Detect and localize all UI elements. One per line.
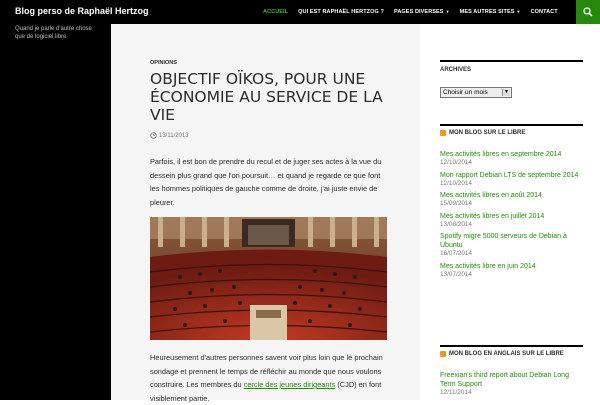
- nav-label: QUI EST RAPHAËL HERTZOG ?: [298, 9, 384, 15]
- nav-label: MES AUTRES SITES: [459, 9, 515, 15]
- rss-icon[interactable]: [440, 351, 446, 357]
- list-item: [440, 171, 585, 188]
- nav-item-qui-est[interactable]: [293, 9, 389, 15]
- feed-item-link[interactable]: Mes activités libres en septembre 2014: [440, 151, 562, 158]
- post-meta: [150, 132, 189, 139]
- search-toggle-button[interactable]: [576, 0, 600, 24]
- feed-item-link[interactable]: Mon rapport Debian LTS de septembre 2014: [440, 171, 579, 179]
- post-intro: Parfois, il est bon de prendre du recul et de juger ses actes à la vue du dessein plus grand que l'on poursuit… et quand je regarde ce que font les hommes politiques de gauche comme de droite, j'ai juste envie de pleurer.: [150, 157, 382, 207]
- search-icon: [583, 7, 593, 17]
- nav-item-pages-diverses[interactable]: [389, 9, 455, 15]
- feed-item-link[interactable]: Mes activités libres en août 2014: [440, 192, 542, 199]
- post-paragraph-2: [150, 351, 390, 405]
- archives-dropdown[interactable]: [440, 87, 512, 98]
- feed-item-date: 15/09/2014: [440, 200, 472, 207]
- clock-icon: [150, 132, 157, 139]
- feed-item-date: 12/10/2014: [440, 179, 472, 187]
- feed-item-date: 13/07/2014: [440, 270, 472, 278]
- list-item: [440, 371, 585, 397]
- widget-title-text: MON BLOG EN ANGLAIS SUR LE LIBRE: [449, 351, 564, 357]
- caret-down-icon: ▼: [445, 9, 450, 14]
- nav-item-autres-sites[interactable]: [455, 9, 526, 15]
- post-category-link[interactable]: OPINIONS: [150, 60, 177, 66]
- nav-label: PAGES DIVERSES: [393, 9, 444, 15]
- site-tagline: Quand je parle d'autre chose que de logiciel libre: [15, 26, 92, 40]
- widget-title-text: MON BLOG SUR LE LIBRE: [449, 130, 526, 136]
- site-header: [0, 0, 600, 24]
- feed-item-link[interactable]: Mes activités libre en juin 2014: [440, 262, 536, 270]
- para2-text: Heureusement d'autres personnes savent voir plus loin que le prochain sondage et prennent le temps de réfléchir au monde que nous voulons construire. Les membres du: [150, 353, 383, 389]
- left-sidebar: [0, 24, 111, 400]
- feed-item-date: 13/08/2014: [440, 220, 472, 228]
- widget-divider: [440, 345, 583, 347]
- feed2-list: [440, 371, 585, 401]
- assembly-illustration: [150, 217, 387, 340]
- widget-divider: [440, 60, 583, 62]
- feed-item-link[interactable]: Mes activités libres en juillet 2014: [440, 212, 545, 220]
- archives-dropdown-value: Choisir un mois: [443, 89, 488, 96]
- widget-title-text: ARCHIVES: [440, 67, 472, 73]
- caret-down-icon: ▼: [516, 9, 521, 14]
- feed1-widget-title[interactable]: [440, 130, 525, 136]
- feed-item-date: 12/10/2014: [440, 159, 472, 166]
- dropdown-arrow-icon: ▼: [502, 89, 510, 96]
- assembly-photo: [150, 217, 387, 340]
- post-date-link[interactable]: 13/11/2013: [159, 132, 189, 139]
- list-item: [440, 191, 585, 208]
- feed-item-link[interactable]: Freexian's third report about Debian Long Term Support: [440, 372, 569, 388]
- rss-icon[interactable]: [440, 130, 446, 136]
- widget-divider: [440, 124, 583, 126]
- nav-label: CONTACT: [530, 9, 558, 15]
- site-title[interactable]: Blog perso de Raphaël Hertzog: [15, 6, 149, 16]
- archives-widget-title: [440, 67, 471, 73]
- cjd-link[interactable]: cercle des jeunes dirigeants: [243, 380, 336, 389]
- feed-item-link[interactable]: Spotify migre 5000 serveurs de Debian à Ubuntu: [440, 233, 567, 249]
- nav-label: ACCUEIL: [263, 9, 289, 15]
- post-title[interactable]: OBJECTIF OÏKOS, POUR UNE ÉCONOMIE AU SERVICE DE LA VIE: [150, 70, 383, 124]
- feed1-list: [440, 150, 585, 282]
- feed-item-date: 12/11/2014: [440, 389, 472, 396]
- primary-nav: [258, 0, 563, 24]
- feed-item-date: 16/07/2014: [440, 250, 472, 257]
- list-item: [440, 150, 585, 167]
- nav-item-contact[interactable]: [526, 9, 563, 15]
- list-item: [440, 212, 585, 229]
- list-item: [440, 262, 585, 279]
- nav-item-accueil[interactable]: [258, 9, 293, 15]
- feed2-widget-title[interactable]: [440, 351, 564, 357]
- list-item: [440, 232, 585, 258]
- para2-text-end: (CJD) en font visiblement partie.: [150, 380, 382, 403]
